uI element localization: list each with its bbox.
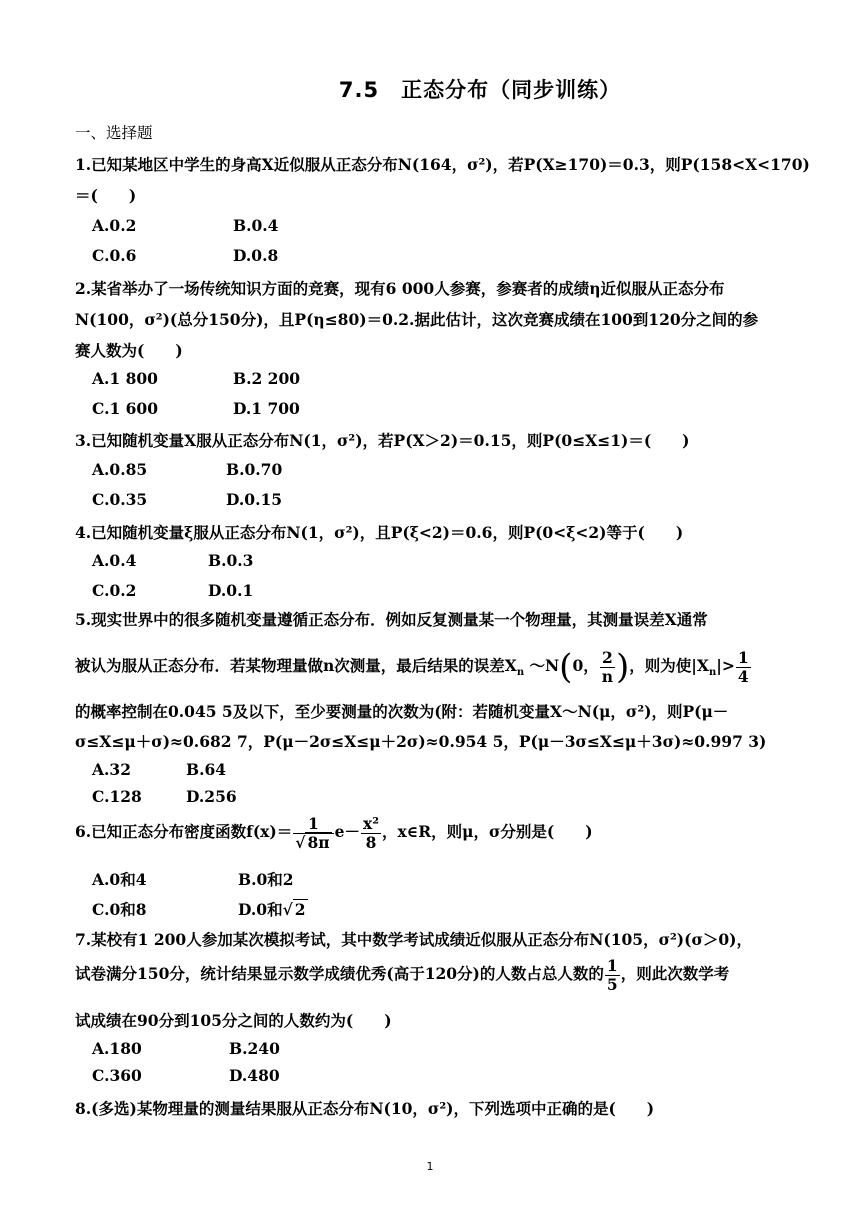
q6-option-d-label: D.0和: [238, 900, 283, 919]
q2-option-b: B.2 200: [233, 369, 301, 388]
left-paren: (: [559, 647, 573, 687]
q6-text-tail: ，x∈R，则μ，σ分别是( ): [382, 822, 593, 841]
fraction-numerator: 2: [600, 650, 615, 668]
q4-option-d: D.0.1: [208, 581, 254, 600]
q5-subscript-n: n: [516, 667, 525, 679]
q7-option-d: D.480: [229, 1066, 280, 1085]
q4-option-b: B.0.3: [208, 551, 254, 570]
q7-text-tail: ，则此次数学考: [620, 964, 730, 983]
q5-abs-gt: |>: [716, 656, 735, 675]
question-7-text: 7.某校有1 200人参加某次模拟考试，其中数学考试成绩近似服从正态分布N(105，σ²)(σ＞0)，: [75, 930, 753, 949]
exponent-fraction: [361, 816, 381, 850]
q6-option-d: D.0和√ 2: [238, 900, 306, 919]
fraction-denominator: √ 8π: [295, 832, 330, 852]
page-number: 1: [426, 1160, 434, 1173]
q6-option-c: C.0和8: [92, 900, 147, 919]
fraction-denominator: 4: [737, 666, 749, 686]
question-2-text-cont2: 赛人数为( ): [75, 341, 183, 360]
ratio-fraction: [605, 958, 620, 992]
q3-option-b: B.0.70: [226, 460, 283, 479]
question-2-text: 2.某省举办了一场传统知识方面的竞赛，现有6 000人参赛，参赛者的成绩η近似服从正态分布: [75, 279, 725, 298]
question-1-text-cont: ＝( ): [75, 186, 137, 205]
question-5-text-cont2: 的概率控制在0.045 5及以下，至少要测量的次数为(附：若随机变量X～N(μ，σ²)，则P(μ－: [75, 702, 729, 721]
q5-option-d: D.256: [186, 787, 237, 806]
question-7-text-cont2: 试成绩在90分到105分之间的人数约为( ): [75, 1011, 392, 1030]
q4-option-c: C.0.2: [92, 581, 137, 600]
fraction-numerator: 1: [737, 648, 749, 667]
question-8-text: 8.(多选)某物理量的测量结果服从正态分布N(10，σ²)，下列选项中正确的是( ): [75, 1099, 655, 1118]
fraction-numerator: x²: [362, 814, 379, 833]
q7-option-a: A.180: [92, 1039, 142, 1058]
q5-normal-symbol: ～N: [529, 656, 560, 675]
q6-text-segment: 6.已知正态分布密度函数f(x)＝: [75, 822, 293, 841]
q1-option-d: D.0.8: [233, 246, 279, 265]
q1-option-b: B.0.4: [233, 216, 279, 235]
fraction-numerator: 1: [606, 956, 618, 975]
q4-option-a: A.0.4: [92, 551, 137, 570]
q1-option-c: C.0.6: [92, 246, 137, 265]
page-title: 7.5 正态分布（同步训练）: [338, 78, 622, 102]
fraction-denominator: 5: [606, 974, 618, 994]
section-heading: 一、选择题: [75, 124, 153, 142]
question-3-text: 3.已知随机变量X服从正态分布N(1，σ²)，若P(X＞2)＝0.15，则P(0≤X≤1)＝( ): [75, 431, 690, 450]
q6-exp: e－: [334, 822, 360, 841]
q3-option-c: C.0.35: [92, 490, 148, 509]
q2-option-c: C.1 600: [92, 399, 158, 418]
q5-option-a: A.32: [92, 760, 131, 779]
q5-subscript-n2: n: [708, 667, 717, 679]
question-4-text: 4.已知随机变量ξ服从正态分布N(1，σ²)，且P(ξ<2)＝0.6，则P(0<ξ<2)等于( ): [75, 523, 684, 542]
right-paren: ): [616, 647, 630, 687]
question-5-text-cont3: σ≤X≤μ＋σ)≈0.682 7，P(μ－2σ≤X≤μ＋2σ)≈0.954 5，P(μ－3σ≤X≤μ＋3σ)≈0.997 3): [75, 732, 767, 751]
q5-text-segment: 被认为服从正态分布．若某物理量做n次测量，最后结果的误差X: [75, 656, 517, 675]
q2-option-a: A.1 800: [92, 369, 158, 388]
question-5-text-cont: [75, 647, 752, 687]
q3-option-d: D.0.15: [226, 490, 283, 509]
question-6-text: [75, 816, 593, 850]
q5-option-c: C.128: [92, 787, 142, 806]
fraction-denominator: 8: [365, 832, 377, 852]
q6-option-b: B.0和2: [238, 870, 294, 889]
variance-fraction: [600, 650, 615, 684]
question-5-text: 5.现实世界中的很多随机变量遵循正态分布．例如反复测量某一个物理量，其测量误差X通常: [75, 610, 708, 629]
q7-option-b: B.240: [229, 1039, 280, 1058]
fraction-numerator: 1: [293, 816, 333, 834]
q3-option-a: A.0.85: [92, 460, 148, 479]
q5-condition: ，则为使|X: [629, 656, 709, 675]
question-1-text: 1.已知某地区中学生的身高X近似服从正态分布N(164，σ²)，若P(X≥170)＝0.3，则P(158<X<170): [75, 155, 810, 174]
sqrt-radicand: 2: [294, 900, 306, 919]
q7-text-segment: 试卷满分150分，统计结果显示数学成绩优秀(高于120分)的人数占总人数的: [75, 964, 604, 983]
sqrt-radicand: 8π: [307, 832, 330, 852]
q7-option-c: C.360: [92, 1066, 142, 1085]
q5-mean: 0，: [572, 656, 599, 675]
q5-option-b: B.64: [186, 760, 227, 779]
coefficient-fraction: [293, 816, 333, 850]
question-7-text-cont: [75, 958, 729, 992]
q6-option-a: A.0和4: [92, 870, 147, 889]
threshold-fraction: [736, 650, 751, 684]
question-2-text-cont: N(100，σ²)(总分150分)，且P(η≤80)＝0.2.据此估计，这次竞赛成绩在100到120分之间的参: [75, 310, 759, 329]
q2-option-d: D.1 700: [233, 399, 300, 418]
q1-option-a: A.0.2: [92, 216, 137, 235]
fraction-denominator: n: [601, 666, 614, 686]
